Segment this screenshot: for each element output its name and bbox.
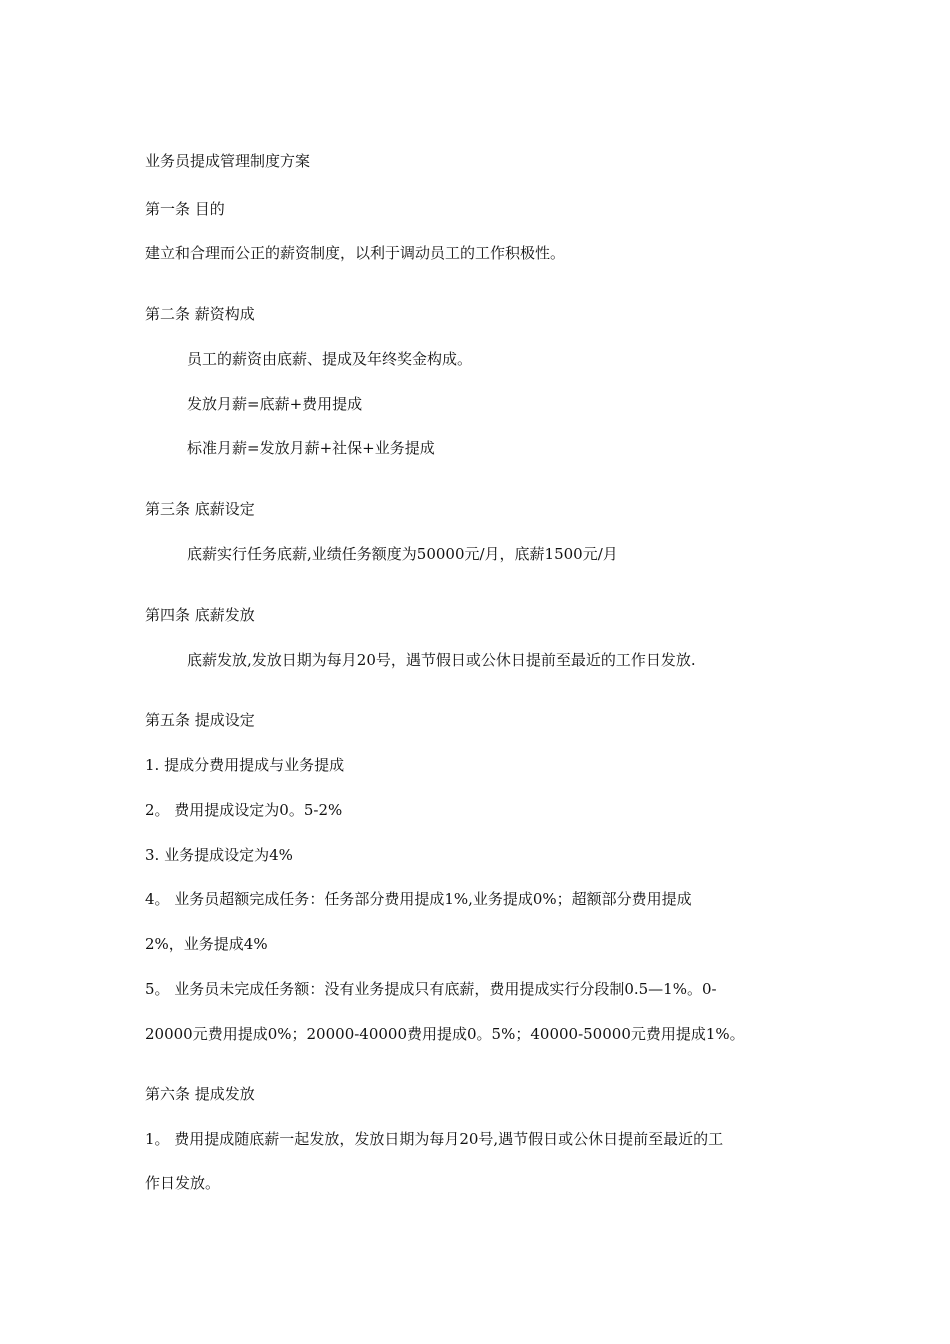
section-2-heading: 第二条 薪资构成 bbox=[145, 305, 255, 323]
section-1-heading: 第一条 目的 bbox=[145, 200, 225, 218]
section-6-item-1-line-2: 作日发放。 bbox=[145, 1174, 221, 1192]
section-4-heading: 第四条 底薪发放 bbox=[145, 606, 255, 624]
section-3-paragraph: 底薪实行任务底薪,业绩任务额度为50000元/月，底薪1500元/月 bbox=[187, 545, 618, 563]
section-5-item-4-line-2: 2%，业务提成4% bbox=[145, 935, 268, 953]
section-5-item-3: 3. 业务提成设定为4% bbox=[145, 846, 293, 864]
section-6-item-1-line-1: 1。 费用提成随底薪一起发放，发放日期为每月20号,遇节假日或公休日提前至最近的工 bbox=[145, 1130, 724, 1148]
section-6-heading: 第六条 提成发放 bbox=[145, 1085, 255, 1103]
section-5-item-2: 2。 费用提成设定为0。5-2% bbox=[145, 801, 343, 819]
section-1-paragraph: 建立和合理而公正的薪资制度，以利于调动员工的工作积极性。 bbox=[145, 244, 566, 262]
section-5-item-4-line-1: 4。 业务员超额完成任务：任务部分费用提成1%,业务提成0%；超额部分费用提成 bbox=[145, 890, 692, 908]
document-title: 业务员提成管理制度方案 bbox=[145, 152, 311, 170]
section-2-paragraph-3: 标准月薪=发放月薪+社保+业务提成 bbox=[187, 439, 435, 457]
section-2-paragraph-1: 员工的薪资由底薪、提成及年终奖金构成。 bbox=[187, 350, 473, 368]
section-2-paragraph-2: 发放月薪=底薪+费用提成 bbox=[187, 395, 363, 413]
section-4-paragraph: 底薪发放,发放日期为每月20号，遇节假日或公休日提前至最近的工作日发放. bbox=[187, 651, 696, 669]
section-5-heading: 第五条 提成设定 bbox=[145, 711, 255, 729]
section-3-heading: 第三条 底薪设定 bbox=[145, 500, 255, 518]
section-5-item-1: 1. 提成分费用提成与业务提成 bbox=[145, 756, 345, 774]
section-5-item-5-line-2: 20000元费用提成0%；20000-40000费用提成0。5%；40000-50000元费用提成1%。 bbox=[145, 1025, 745, 1043]
section-5-item-5-line-1: 5。 业务员未完成任务额：没有业务提成只有底薪，费用提成实行分段制0.5—1%。0- bbox=[145, 980, 717, 998]
